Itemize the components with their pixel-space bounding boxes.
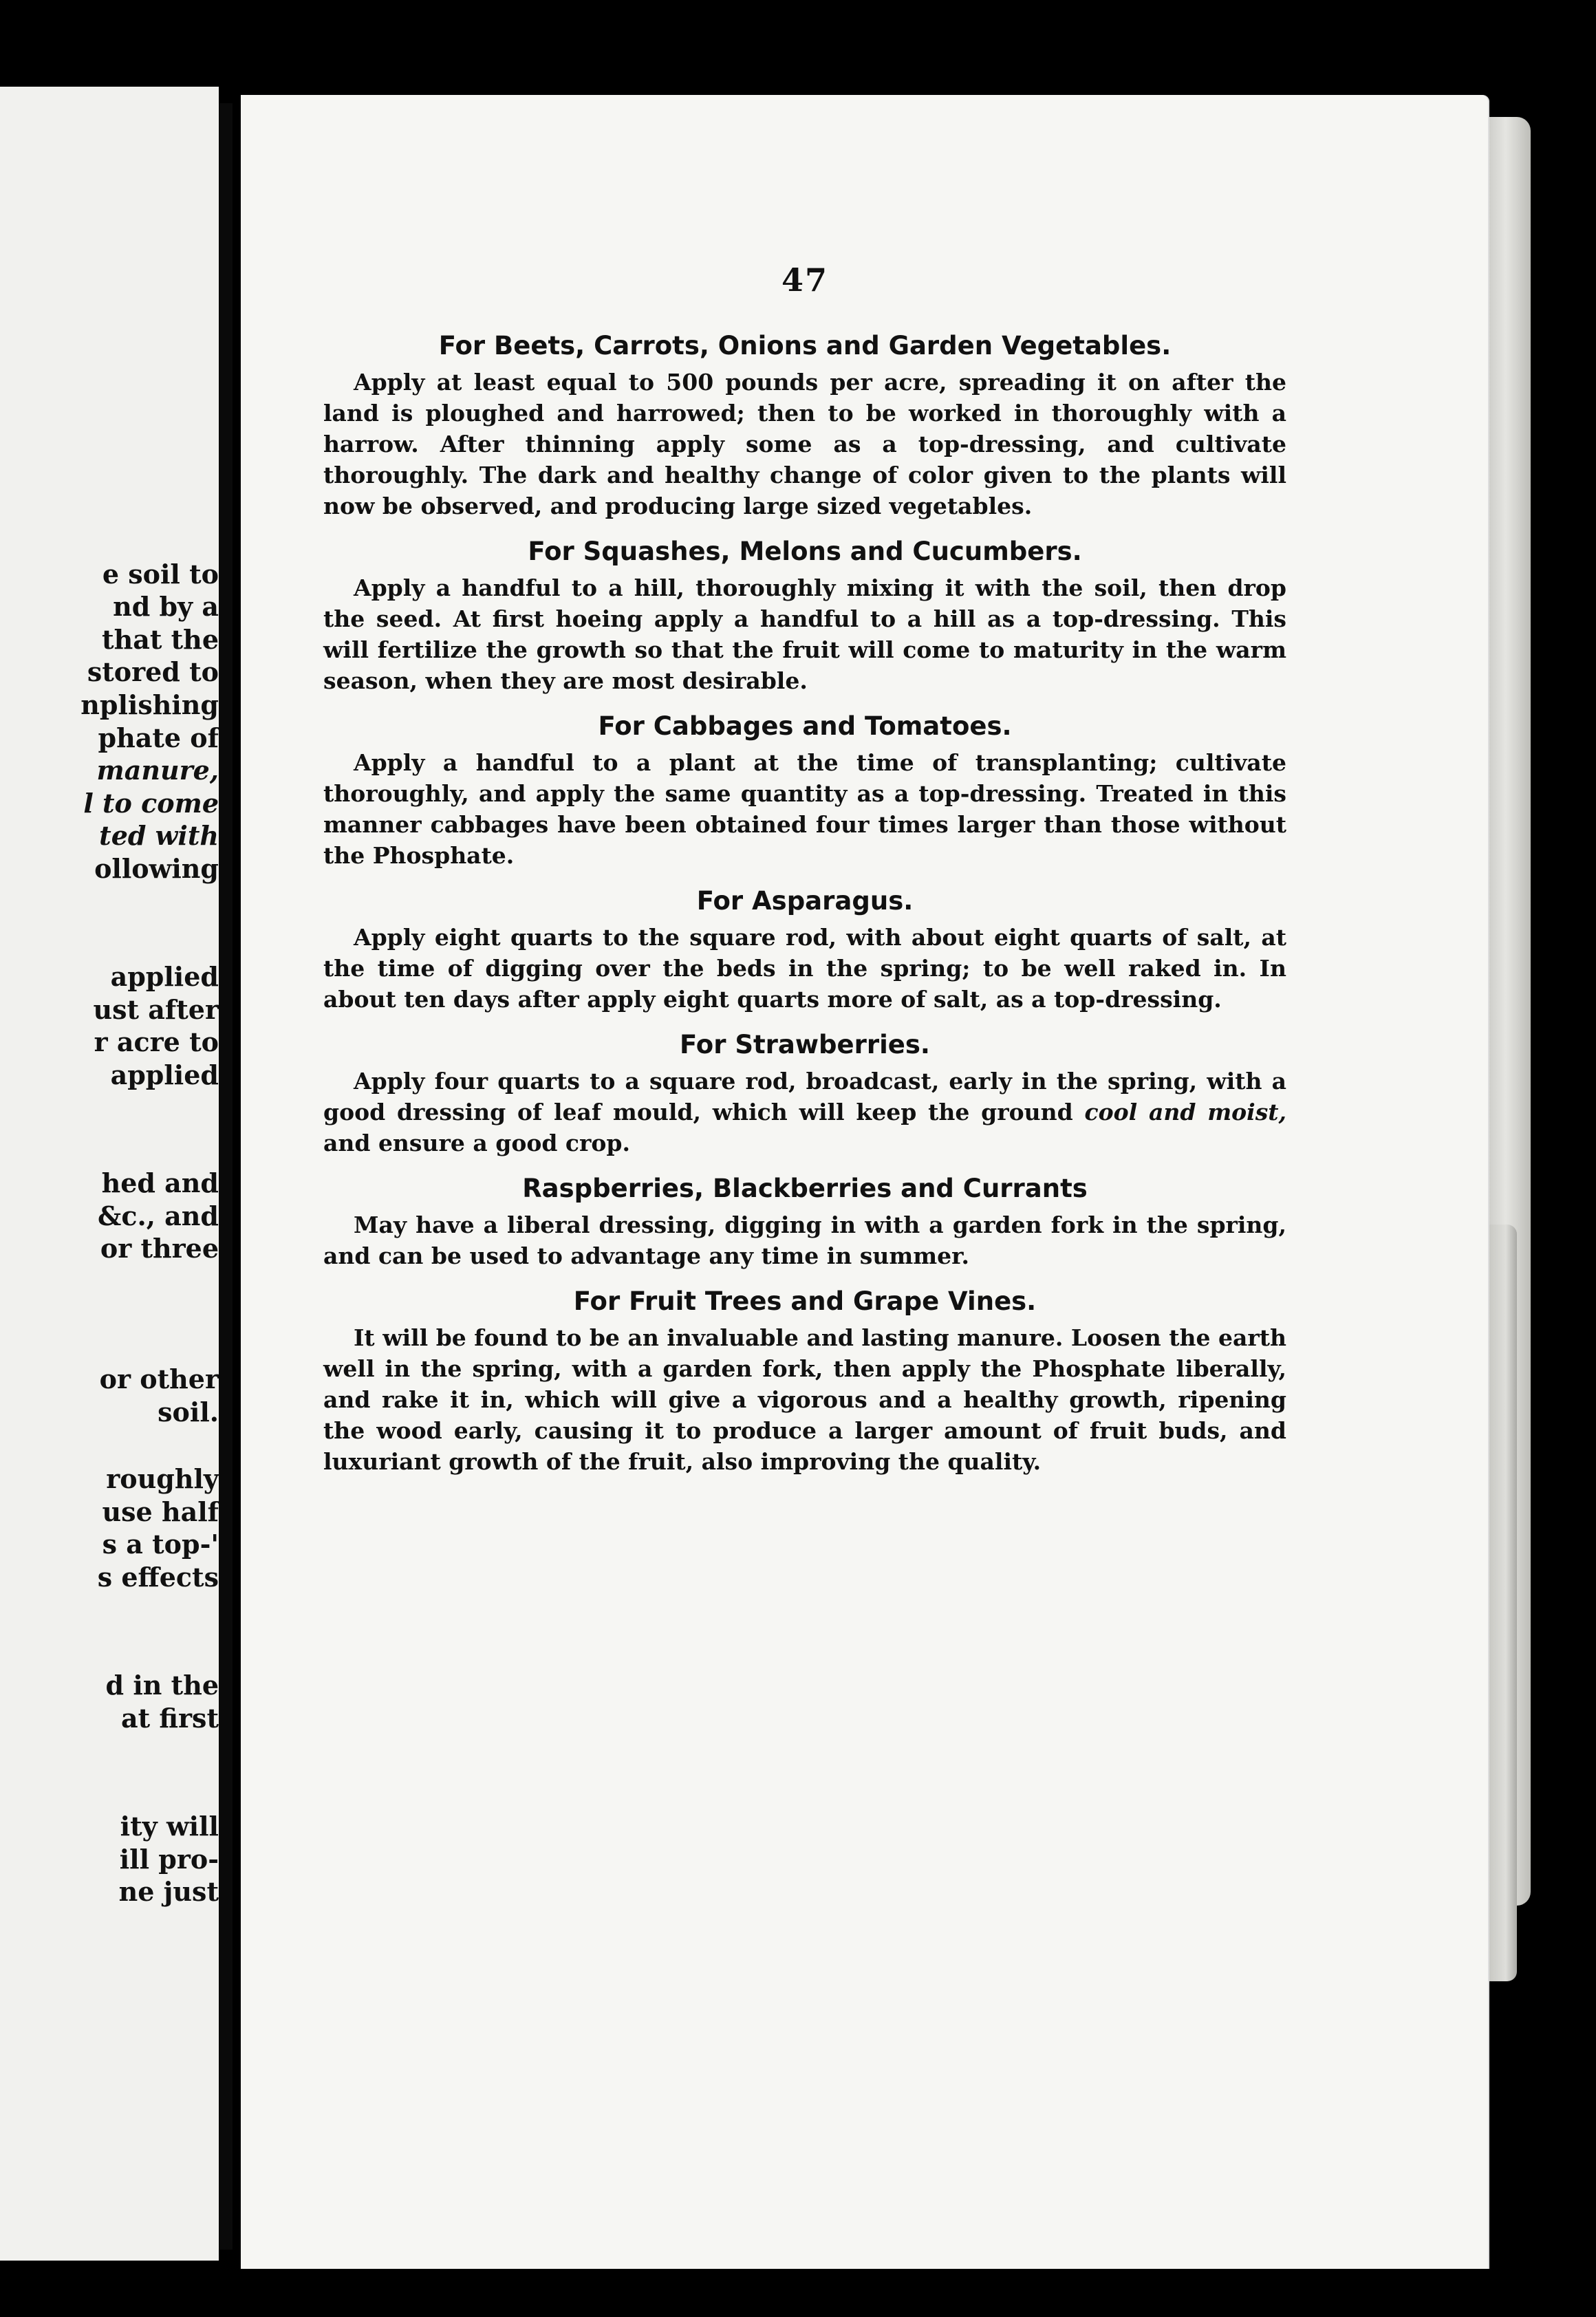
- section-cabbages: [323, 710, 1286, 871]
- section-beets: [323, 330, 1286, 521]
- page-content: [323, 261, 1286, 1491]
- section-heading: For Beets, Carrots, Onions and Garden Vegetables.: [438, 331, 1172, 360]
- previous-page-line: d in the: [105, 1670, 219, 1701]
- previous-page-line: ne just: [118, 1876, 219, 1907]
- section-heading: Raspberries, Blackberries and Currants: [522, 1174, 1088, 1203]
- previous-page-line: l to come: [83, 788, 219, 819]
- previous-page-line: that the: [102, 624, 219, 655]
- section-body: Apply a handful to a plant at the time of transplanting; cultivate thoroughly, and apply the same quantity as a top-dressing. Treated in this manner cabbages have been obtained four times larger than those without the Phosphate.: [323, 749, 1286, 869]
- section-squashes: [323, 535, 1286, 696]
- section-body: [323, 1066, 1286, 1158]
- previous-page-line: ust after: [93, 994, 219, 1025]
- body-italic: cool and moist,: [1084, 1099, 1286, 1125]
- page-edge-lower: [1489, 1225, 1517, 1981]
- section-body: Apply at least equal to 500 pounds per acre, spreading it on after the land is ploughed and harrowed; then to be worked in thoroughly with a harrow. After thinning apply some as a top-dressing, and cultivate thoroughly. The dark and healthy change of color given to the plants will now be observed, and producing large sized vegetables.: [323, 369, 1286, 519]
- previous-page-line: s a top-': [102, 1529, 219, 1560]
- previous-page-line: use half: [102, 1496, 219, 1527]
- page-number: 47: [781, 261, 828, 299]
- section-heading: For Asparagus.: [696, 886, 914, 916]
- section-strawberries: [323, 1028, 1286, 1158]
- book-spine: [219, 103, 233, 2250]
- section-body: Apply eight quarts to the square rod, with about eight quarts of salt, at the time of digging over the beds in the spring; to be well raked in. In about ten days after apply eight quarts more of salt, as a top-dressing.: [323, 924, 1286, 1013]
- previous-page-line: or three: [100, 1233, 219, 1264]
- previous-page-line: stored to: [87, 656, 219, 687]
- previous-page-line: ity will: [120, 1811, 219, 1842]
- previous-page-line: s effects: [97, 1562, 219, 1593]
- previous-page-line: ollowing: [94, 853, 219, 884]
- previous-page-line: soil.: [158, 1397, 219, 1427]
- section-body: May have a liberal dressing, digging in with a garden fork in the spring, and can be used to advantage any time in summer.: [323, 1211, 1286, 1269]
- section-heading: For Cabbages and Tomatoes.: [598, 711, 1012, 741]
- section-asparagus: [323, 885, 1286, 1015]
- previous-page-line: applied: [110, 1059, 219, 1090]
- previous-page-fragment: [0, 87, 219, 2261]
- previous-page-line: roughly: [106, 1463, 219, 1494]
- section-body: It will be found to be an invaluable and lasting manure. Loosen the earth well in the spring, with a garden fork, then apply the Phosphate liberally, and rake it in, which will give a vigorous and a healthy growth, ripening the wood early, causing it to produce a larger amount of fruit buds, and luxuriant growth of the fruit, also improving the quality.: [323, 1324, 1286, 1475]
- body-text-tail: and ensure a good crop.: [323, 1130, 630, 1156]
- previous-page-line: manure,: [96, 755, 219, 786]
- previous-page-line: or other: [99, 1364, 219, 1394]
- previous-page-line: hed and: [101, 1167, 219, 1198]
- section-fruit-trees: [323, 1285, 1286, 1477]
- previous-page-line: ted with: [99, 820, 219, 851]
- section-raspberries: [323, 1172, 1286, 1271]
- previous-page-line: nd by a: [113, 591, 219, 622]
- section-body: Apply a handful to a hill, thoroughly mixing it with the soil, then drop the seed. At first hoeing apply a handful to a hill as a top-dressing. This will fertilize the growth so that the fruit will come to maturity in the warm season, when they are most desirable.: [323, 574, 1286, 694]
- previous-page-line: &c., and: [98, 1200, 219, 1231]
- previous-page-line: e soil to: [102, 559, 219, 590]
- section-heading: For Strawberries.: [680, 1030, 930, 1059]
- previous-page-line: applied: [110, 961, 219, 992]
- previous-page-line: nplishing: [80, 689, 219, 720]
- section-heading: For Fruit Trees and Grape Vines.: [573, 1286, 1037, 1316]
- previous-page-line: ill pro-: [119, 1844, 219, 1875]
- section-heading: For Squashes, Melons and Cucumbers.: [528, 537, 1082, 566]
- previous-page-line: phate of: [98, 722, 219, 753]
- previous-page-line: r acre to: [94, 1026, 219, 1057]
- previous-page-line: at first: [121, 1703, 219, 1734]
- body-text: Apply four quarts to a square rod, broadcast, early in the spring, with a good dressing of leaf mould, which will keep the ground: [323, 1068, 1286, 1125]
